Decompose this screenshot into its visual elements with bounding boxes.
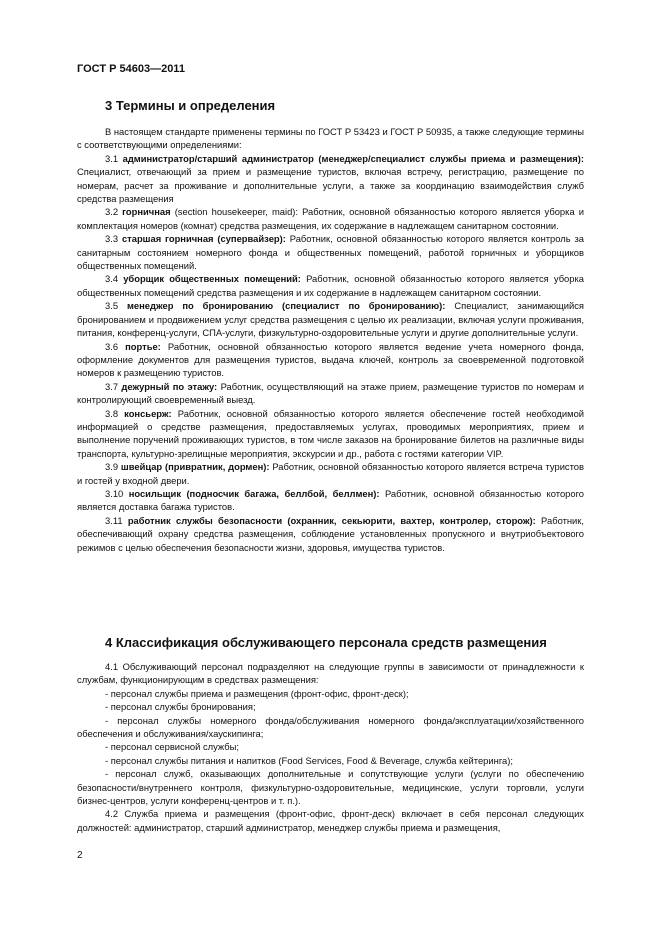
section-4-body [77, 660, 584, 834]
page-number: 2 [77, 850, 83, 861]
term-entry: 3.7 дежурный по этажу: Работник, осуществляющий на этаже прием, размещение туристов по номерам и контролирующий своевременный выезд. [77, 380, 584, 406]
section-4-heading: 4 Классификация обслуживающего персонала средств размещения [105, 635, 547, 650]
term-entry: 3.6 портье: Работник, основной обязанностью которого является ведение учета номерного фонда, оформление документов для размещения туристов, выдача ключей, контроль за своевременной подготовкой номеров к размещению туристов. [77, 340, 584, 379]
term-entry: 3.2 горничная (section housekeeper, maid): Работник, основной обязанностью которого является уборка и комплектация номеров (комнат) средства размещения, их содержание в надлежащем санитарном состоянии. [77, 206, 584, 231]
section-4-paragraph-2: 4.2 Служба приема и размещения (фронт-офис, фронт-деск) включает в себя персонал следующих должностей: администратор, старший администратор, менеджер службы приема и размещения, [77, 808, 584, 833]
term-entry: 3.8 консьерж: Работник, основной обязанностью которого является обеспечение гостей необходимой информацией о средстве размещения, предоставляемых услугах, проводимых мероприятиях, прием и выполнение поручений проживающих туристов, в том числе заказов на бронирование билетов на различные виды транспорта, культурно-зрелищные мероприятия, экскурсии и др., работа с гостями категории VIP. [77, 407, 585, 459]
section-3-body [77, 125, 584, 554]
list-item: - персонал службы приема и размещения (фронт-офис, фронт-деск); [105, 687, 409, 699]
section-4-paragraph-1: 4.1 Обслуживающий персонал подразделяют на следующие группы в зависимости от принадлежности к службам, функционирующим в средствах размещения: [77, 661, 584, 686]
list-item: - персонал сервисной службы; [105, 741, 239, 753]
list-item: - персонал службы питания и напитков (Food Services, Food & Beverage, служба кейтеринга); [105, 754, 513, 766]
list-item: - персонал службы номерного фонда/обслуживания номерного фонда/эксплуатации/хозяйственного обеспечения и обслуживания/хаускипинга; [77, 714, 584, 740]
term-entry: 3.11 работник службы безопасности (охранник, секьюрити, вахтер, контролер, сторож): Работник, обеспечивающий охрану средства размещения, соблюдение установленных пропускного и внутриобъектового режимов с целью обеспечения безопасности жизни, здоровья, имущества туристов. [77, 514, 584, 553]
list-item: - персонал службы бронирования; [105, 701, 256, 713]
term-entry: 3.3 старшая горничная (супервайзер): Работник, основной обязанностью которого является контроль за санитарным состоянием номерного фонда и общественных помещений, работой горничных и уборщиков общественных помещений. [77, 233, 584, 272]
term-entry: 3.9 швейцар (привратник, дормен): Работник, основной обязанностью которого является встреча туристов и гостей у входной двери. [77, 461, 585, 486]
section-3-intro: В настоящем стандарте применены термины по ГОСТ Р 53423 и ГОСТ Р 50935, а также следующие термины с соответствующими определениями: [77, 126, 584, 151]
term-entry: 3.5 менеджер по бронированию (специалист по бронированию): Специалист, занимающийся бронированием и продвижением услуг средства размещения с целью их реализации, включая услуги проживания, питания, конференц-услуги, СПА-услуги, физкультурно-оздоровительные услуги и другие дополнительные услуги. [77, 300, 584, 339]
list-item: - персонал служб, оказывающих дополнительные и сопутствующие услуги (услуги по обеспечению безопасности/внутреннего контроля, физкультурно-оздоровительные, медицинские, услуги торговли, услуги бизнес-центров, услуги конференц-центров и т. п.). [77, 768, 584, 807]
section-3-heading: 3 Термины и определения [105, 98, 276, 113]
term-entry: 3.4 уборщик общественных помещений: Работник, основной обязанностью которого является уборка общественных помещений средства размещения и их содержание в надлежащем санитарном состоянии. [77, 273, 585, 298]
document-header: ГОСТ Р 54603—2011 [77, 63, 185, 75]
term-entry: 3.10 носильщик (подносчик багажа, беллбой, беллмен): Работник, основной обязанностью которого является доставка багажа туристов. [77, 487, 585, 513]
term-entry: 3.1 администратор/старший администратор (менеджер/специалист службы приема и размещения): Специалист, отвечающий за прием и размещение туристов, включая встречу, регистрацию, размещение по номерам, расчет за проживание и дополнительные услуги, а также за координацию взаимодействия служб средства размещения [77, 152, 585, 205]
